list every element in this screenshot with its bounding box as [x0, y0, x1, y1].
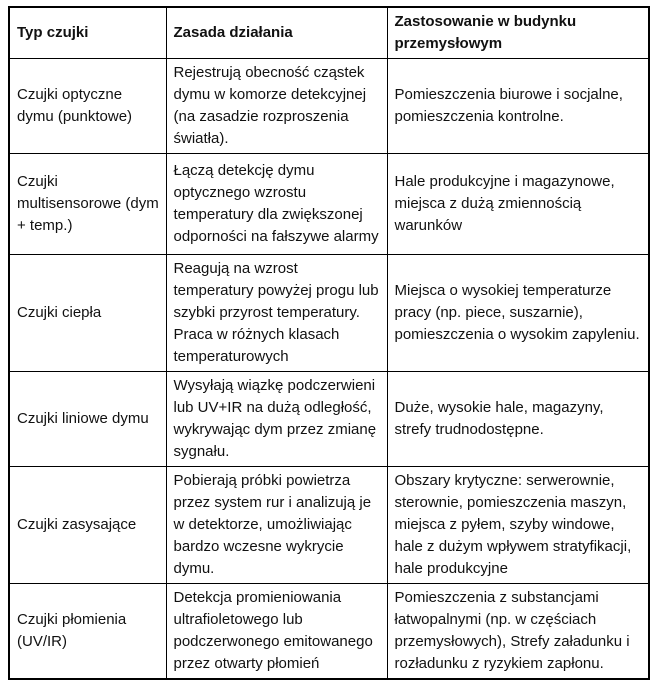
cell-operating-principle: Wysyłają wiązkę podczerwieni lub UV+IR na dużą odległość, wykrywając dym przez zmianę sygnału.	[166, 372, 387, 467]
header-industrial-application: Zastosowanie w budynku przemysłowym	[387, 7, 649, 59]
cell-industrial-application: Duże, wysokie hale, magazyny, strefy trudnodostępne.	[387, 372, 649, 467]
cell-detector-type: Czujki ciepła	[9, 255, 166, 372]
table-row	[9, 59, 649, 154]
table-header	[9, 7, 649, 59]
cell-operating-principle: Rejestrują obecność cząstek dymu w komorze detekcyjnej (na zasadzie rozproszenia światła).	[166, 59, 387, 154]
cell-operating-principle: Detekcja promieniowania ultrafioletowego lub podczerwonego emitowanego przez otwarty płomień	[166, 584, 387, 680]
cell-detector-type: Czujki optyczne dymu (punktowe)	[9, 59, 166, 154]
table-row	[9, 467, 649, 584]
table-row	[9, 154, 649, 255]
cell-operating-principle: Łączą detekcję dymu optycznego wzrostu temperatury dla zwiększonej odporności na fałszywe alarmy	[166, 154, 387, 255]
header-operating-principle: Zasada działania	[166, 7, 387, 59]
cell-operating-principle: Reagują na wzrost temperatury powyżej progu lub szybki przyrost temperatury. Praca w różnych klasach temperaturowych	[166, 255, 387, 372]
table-row	[9, 372, 649, 467]
table-row	[9, 584, 649, 680]
cell-detector-type: Czujki liniowe dymu	[9, 372, 166, 467]
detector-types-table	[8, 6, 650, 680]
cell-industrial-application: Hale produkcyjne i magazynowe, miejsca z dużą zmiennością warunków	[387, 154, 649, 255]
cell-industrial-application: Pomieszczenia biurowe i socjalne, pomieszczenia kontrolne.	[387, 59, 649, 154]
cell-detector-type: Czujki zasysające	[9, 467, 166, 584]
header-detector-type: Typ czujki	[9, 7, 166, 59]
table-row	[9, 255, 649, 372]
cell-operating-principle: Pobierają próbki powietrza przez system rur i analizują je w detektorze, umożliwiając bardzo wczesne wykrycie dymu.	[166, 467, 387, 584]
header-row	[9, 7, 649, 59]
cell-industrial-application: Obszary krytyczne: serwerownie, sterownie, pomieszczenia maszyn, miejsca z pyłem, szyby windowe, hale z dużym wpływem stratyfikacji, hale produkcyjne	[387, 467, 649, 584]
table-body	[9, 59, 649, 680]
cell-industrial-application: Miejsca o wysokiej temperaturze pracy (np. piece, suszarnie), pomieszczenia o wysokim zapyleniu.	[387, 255, 649, 372]
cell-industrial-application: Pomieszczenia z substancjami łatwopalnymi (np. w częściach przemysłowych), Strefy załadunku i rozładunku z ryzykiem zapłonu.	[387, 584, 649, 680]
cell-detector-type: Czujki płomienia (UV/IR)	[9, 584, 166, 680]
cell-detector-type: Czujki multisensorowe (dym + temp.)	[9, 154, 166, 255]
